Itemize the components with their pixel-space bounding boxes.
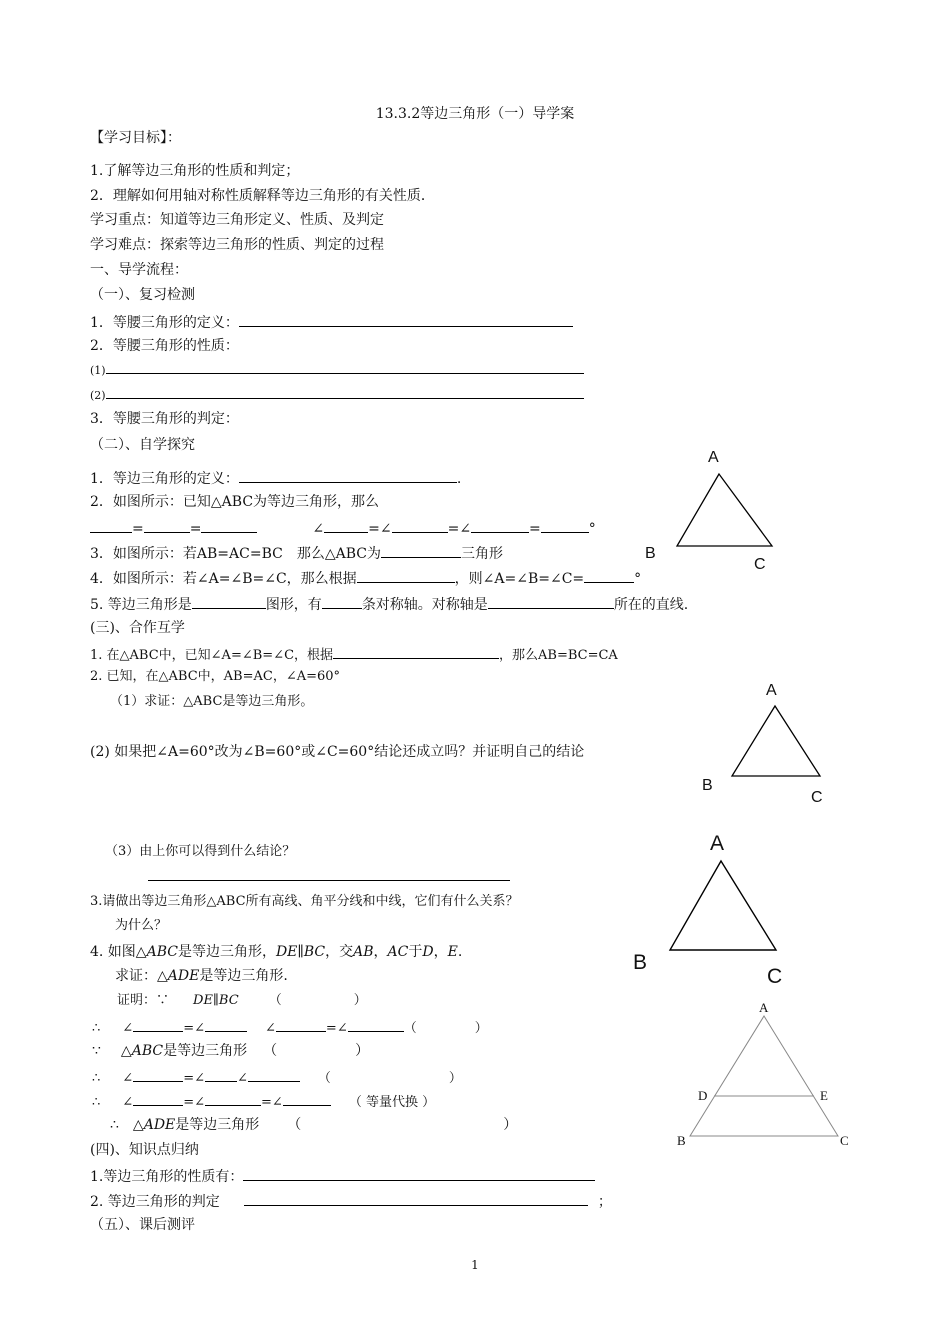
text: （ [263, 1043, 278, 1059]
vertex-label-a: A [710, 832, 725, 855]
blank[interactable] [392, 518, 448, 533]
blank[interactable] [90, 518, 132, 533]
therefore-sign: ∴ [92, 1071, 101, 1086]
summary-q1 [90, 1166, 595, 1186]
text: ） [448, 1071, 462, 1086]
explore-q2: 2．如图所示：已知△ABC为等边三角形，那么 [90, 494, 380, 510]
blank[interactable] [584, 568, 634, 583]
text: ABC [131, 1043, 164, 1059]
review-q1-label: 1．等腰三角形的定义： [90, 315, 239, 331]
angle-sign: ∠ [459, 521, 472, 537]
section-1-heading: （一）、复习检测 [90, 287, 195, 303]
text: ） [474, 1021, 488, 1036]
text: . [457, 944, 463, 960]
coop-q3: 3.请做出等边三角形△ABC所有高线、角平分线和中线，它们有什么关系？ [90, 894, 519, 909]
angle-sign: ∠ [194, 1095, 205, 1110]
coop-q1 [90, 644, 618, 665]
text: △ [120, 1043, 132, 1059]
proof-line-1 [117, 992, 367, 1010]
blank[interactable] [283, 1091, 331, 1106]
eq: = [368, 521, 380, 537]
vertex-label-a: A [708, 449, 719, 466]
section-flow: 一、导学流程： [90, 262, 188, 278]
explore-q1 [90, 468, 461, 488]
explore-q2-blanks [90, 518, 596, 538]
blank[interactable] [205, 1091, 261, 1106]
vertex-label-c: C [840, 1133, 849, 1148]
angle-sign: ∠ [312, 521, 325, 537]
text: 于 [408, 944, 423, 960]
angle-sign: ∠ [122, 1021, 134, 1036]
text: 证明：∵ [117, 993, 170, 1008]
section-2-heading: （二）、自学探究 [90, 437, 195, 453]
blank[interactable] [471, 518, 529, 533]
text: 是等边三角形， [177, 944, 276, 960]
angle-sign: ∠ [336, 1021, 348, 1036]
eq: = [183, 1021, 195, 1036]
degree: ° [634, 571, 642, 587]
part-label: (2) [90, 389, 106, 402]
triangle-shape [690, 1016, 838, 1136]
proof-line-2 [92, 1017, 488, 1038]
review-q1 [90, 312, 573, 332]
text: ，交 [325, 944, 354, 960]
blank[interactable] [133, 1017, 183, 1032]
text: （ [403, 1021, 417, 1036]
review-q2-part1 [90, 361, 584, 380]
text: ABC [146, 944, 178, 960]
eq: = [189, 521, 202, 537]
explore-q4-mid: ，则∠A=∠B=∠C= [454, 571, 585, 587]
proof-line-6 [110, 1116, 517, 1134]
angle-sign: ∠ [237, 1071, 248, 1086]
eq: = [261, 1095, 272, 1110]
triangle-figure-4 [670, 995, 860, 1155]
semicolon: ； [597, 1194, 612, 1210]
explore-q3-text: 3．如图所示：若AB=AC=BC 那么△ABC为 [90, 546, 381, 562]
vertex-label-d: D [698, 1088, 708, 1103]
proof-line-5 [92, 1091, 435, 1112]
text: DE∥BC [275, 944, 326, 960]
coop-q1-a: 1. 在△ABC中，已知∠A=∠B=∠C，根据 [90, 648, 334, 663]
section-3-heading: (三)、合作互学 [90, 620, 185, 636]
text: E [447, 944, 458, 960]
blank[interactable] [244, 1191, 588, 1206]
therefore-sign: ∴ [110, 1117, 119, 1133]
text: （ [317, 1071, 331, 1086]
blank[interactable] [243, 1166, 595, 1181]
blank[interactable] [488, 594, 614, 609]
blank[interactable] [106, 386, 584, 399]
blank[interactable] [133, 1067, 183, 1082]
vertex-label-b: B [645, 545, 656, 562]
angle-sign: ∠ [379, 521, 392, 537]
blank[interactable] [144, 518, 190, 533]
period: . [456, 471, 462, 487]
explore-q5-d: 所在的直线. [613, 597, 689, 613]
explore-q5 [90, 594, 688, 614]
text: ， [433, 944, 448, 960]
text: （ [268, 993, 282, 1008]
text: ， [373, 944, 388, 960]
blank[interactable] [133, 1091, 183, 1106]
angle-sign: ∠ [122, 1095, 134, 1110]
proof-line-3 [92, 1042, 369, 1060]
coop-q2-3-answer [148, 868, 510, 886]
summary-q2 [90, 1191, 612, 1211]
angle-sign: ∠ [265, 1021, 276, 1036]
coop-q2: 2. 已知，在△ABC中，AB=AC，∠A=60° [90, 669, 341, 684]
angle-sign: ∠ [194, 1021, 205, 1036]
text: AC [387, 944, 409, 960]
summary-q1-label: 1.等边三角形的性质有： [90, 1169, 244, 1185]
eq: = [447, 521, 460, 537]
review-q2: 2．等腰三角形的性质： [90, 338, 239, 354]
text: 4. 如图△ [90, 944, 147, 960]
text: △ [132, 1117, 144, 1133]
text: D [422, 944, 434, 960]
angle-sign: ∠ [271, 1095, 283, 1110]
text: DE∥BC [193, 993, 239, 1008]
page-title: 13.3.2等边三角形（一）导学案 [375, 106, 575, 122]
text: ADE [143, 1117, 176, 1133]
blank[interactable] [348, 1017, 404, 1032]
blank[interactable] [205, 1067, 237, 1082]
angle-sign: ∠ [122, 1071, 134, 1086]
text: ） [355, 1043, 370, 1059]
text: ） [353, 993, 367, 1008]
explore-q5-a: 5. 等边三角形是 [90, 597, 192, 613]
blank[interactable] [324, 518, 368, 533]
goal-2: 2．理解如何用轴对称性质解释等边三角形的有关性质． [90, 188, 435, 204]
page-number: 1 [471, 1258, 479, 1272]
vertex-label-c: C [811, 789, 823, 806]
review-q2-part2 [90, 386, 584, 405]
eq: = [529, 521, 541, 537]
eq: = [183, 1095, 195, 1110]
text: （ 等量代换 ） [348, 1095, 436, 1110]
text: 求证：△ [115, 968, 168, 984]
vertex-label-e: E [820, 1088, 828, 1103]
blank[interactable] [205, 1017, 247, 1032]
section-4-heading: (四)、知识点归纳 [90, 1142, 199, 1158]
coop-q2-2: (2) 如果把∠A=60°改为∠B=60°或∠C=60°结论还成立吗？并证明自己的结论 [90, 744, 585, 760]
explore-q5-b: 图形，有 [265, 597, 322, 613]
explore-q4 [90, 568, 641, 588]
because-sign: ∵ [92, 1043, 101, 1059]
blank[interactable] [276, 1017, 326, 1032]
blank[interactable] [541, 518, 589, 533]
text: 是等边三角形 [175, 1117, 260, 1133]
blank[interactable] [106, 361, 584, 374]
text: 是等边三角形. [199, 968, 288, 984]
summary-q2-label: 2. 等边三角形的判定 [90, 1194, 220, 1210]
blank[interactable] [148, 868, 510, 881]
blank[interactable] [239, 312, 573, 327]
explore-q1-label: 1．等边三角形的定义： [90, 471, 239, 487]
text: ADE [167, 968, 200, 984]
blank[interactable] [248, 1067, 300, 1082]
text: AB [353, 944, 374, 960]
proof-line-4 [92, 1067, 462, 1088]
text: （ [287, 1117, 302, 1133]
coop-q4 [90, 943, 462, 961]
goals-heading: 【学习目标】： [90, 130, 181, 146]
explore-q3 [90, 543, 503, 563]
coop-q2-1: （1）求证：△ABC是等边三角形。 [110, 694, 314, 709]
vertex-label-b: B [633, 951, 648, 974]
vertex-label-b: B [677, 1133, 686, 1148]
therefore-sign: ∴ [92, 1021, 101, 1036]
learning-focus: 学习重点：知道等边三角形定义、性质、及判定 [90, 212, 384, 228]
vertex-label-a: A [759, 1000, 769, 1015]
eq: = [325, 1021, 337, 1036]
angle-sign: ∠ [194, 1071, 205, 1086]
degree: ° [588, 521, 596, 537]
goal-1: 1.了解等边三角形的性质和判定； [90, 163, 300, 179]
blank[interactable] [333, 644, 499, 659]
vertex-label-c: C [754, 556, 766, 573]
blank[interactable] [192, 594, 266, 609]
triangle-shape [732, 706, 820, 776]
coop-q1-b: ，那么AB=BC=CA [499, 648, 618, 663]
blank[interactable] [201, 518, 257, 533]
vertex-label-a: A [766, 682, 777, 699]
eq: = [132, 521, 144, 537]
review-q3: 3．等腰三角形的判定： [90, 411, 239, 427]
vertex-label-b: B [702, 777, 713, 794]
blank[interactable] [357, 568, 455, 583]
part-label: (1) [90, 364, 106, 377]
coop-q3-why: 为什么？ [115, 918, 168, 933]
explore-q5-c: 条对称轴。对称轴是 [361, 597, 488, 613]
blank[interactable] [322, 594, 362, 609]
explore-q4-text: 4．如图所示：若∠A=∠B=∠C，那么根据 [90, 571, 357, 587]
vertex-label-c: C [767, 965, 783, 988]
triangle-shape [677, 474, 772, 546]
section-5-heading: （五）、课后测评 [90, 1217, 195, 1233]
text: ） [503, 1117, 518, 1133]
text: 是等边三角形 [163, 1043, 248, 1059]
proof-requirement [115, 967, 288, 985]
therefore-sign: ∴ [92, 1095, 101, 1110]
blank[interactable] [381, 543, 461, 558]
learning-difficulty: 学习难点：探索等边三角形的性质、判定的过程 [90, 237, 384, 253]
coop-q2-3: （3）由上你可以得到什么结论？ [105, 844, 296, 859]
triangle-shape [670, 861, 776, 950]
explore-q3-end: 三角形 [461, 546, 503, 562]
blank[interactable] [239, 468, 457, 483]
eq: = [183, 1071, 195, 1086]
